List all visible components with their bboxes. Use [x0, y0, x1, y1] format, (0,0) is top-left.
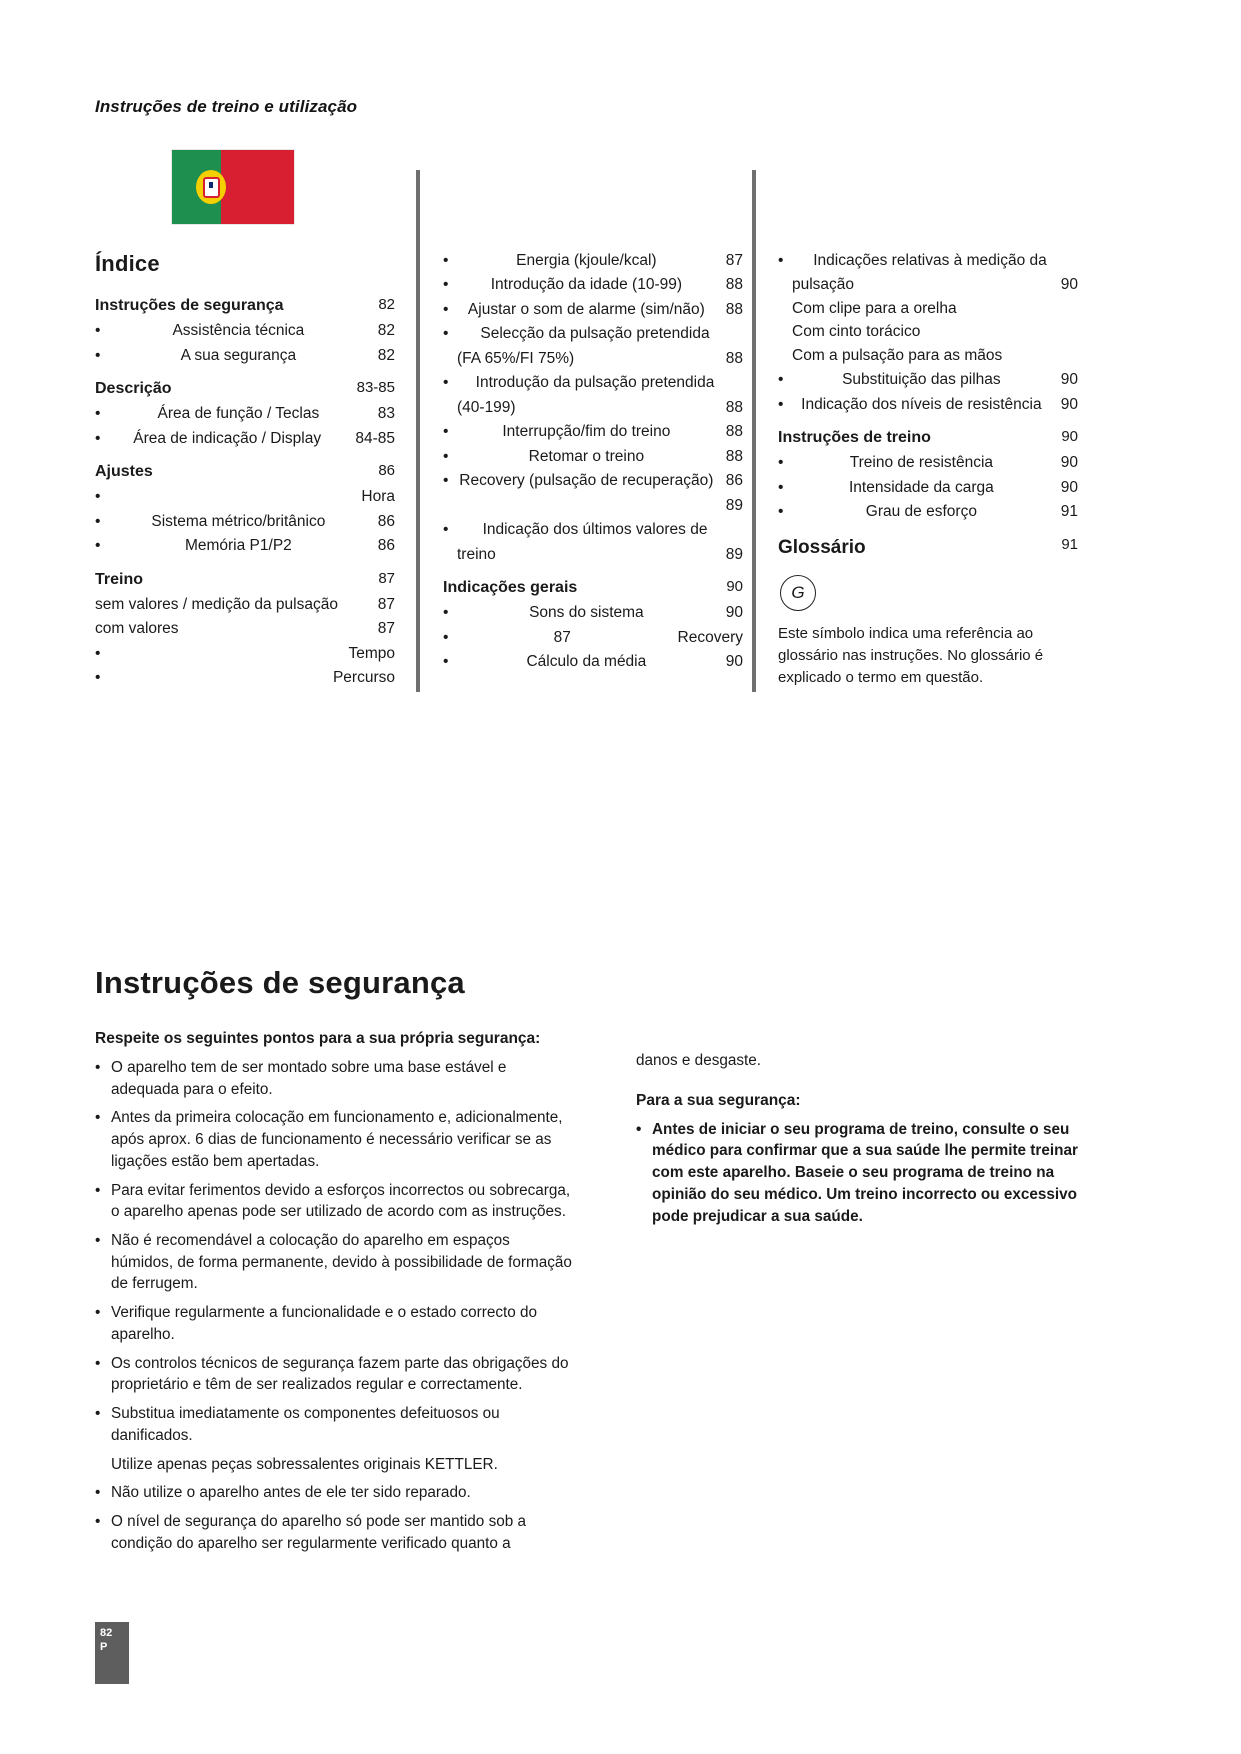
toc-section-label: Instruções de treino: [778, 429, 931, 447]
list-item: • O nível de segurança do aparelho só pode ser mantido sob a condição do aparelho ser regularmente verificado quanto a: [95, 1511, 575, 1554]
toc-entry: [95, 618, 395, 640]
safety-column-right: [636, 1050, 1106, 1234]
toc-entry: [95, 345, 395, 367]
toc-subentry: [457, 397, 743, 419]
toc-entry-label: • 87: [553, 628, 571, 646]
toc-entry-page: • Tempo: [348, 644, 395, 662]
page-title: Instruções de treino e utilização: [95, 97, 358, 116]
safety-column-left: [95, 1028, 575, 1561]
toc-subentry: [792, 321, 1078, 343]
toc-section-label: Instruções de segurança: [95, 296, 284, 314]
list-item: • Verifique regularmente a funcionalidade e o estado correcto do aparelho.: [95, 1302, 575, 1345]
list-item: • O aparelho tem de ser montado sobre uma base estável e adequada para o efeito.: [95, 1057, 575, 1100]
toc-entry: [443, 274, 743, 296]
column-divider-1: [416, 170, 420, 692]
list-item: • Antes de iniciar o seu programa de treino, consulte o seu médico para confirmar que a sua saúde lhe permite treinar com este aparelho. Baseie o seu programa de treino na opinião do seu médico. Um treino incorrecto ou excessivo pode prejudicar a sua saúde.: [636, 1119, 1106, 1228]
toc-entry-label: (FA 65%/FI 75%): [457, 349, 575, 367]
toc-entry: [95, 403, 395, 425]
toc-entry-label: • Cálculo da média: [526, 653, 647, 671]
toc-entry-label: (40-199): [457, 398, 516, 416]
toc-section-page: 90: [726, 578, 743, 596]
toc-entry: [95, 535, 395, 557]
safety-list-right: [636, 1119, 1106, 1228]
toc-entry-label: • Treino de resistência: [849, 454, 994, 472]
toc-entry-label: Com a pulsação para as mãos: [792, 346, 1003, 364]
toc-section-page: 86: [378, 462, 395, 480]
toc-entry-label: com valores: [95, 620, 179, 638]
list-item: • Os controlos técnicos de segurança fazem parte das obrigações do proprietário e têm de ser realizados regular e correctamente.: [95, 1353, 575, 1396]
glossary-symbol-icon: G: [780, 575, 816, 611]
toc-subentry: [792, 345, 1078, 367]
toc-section-page: 90: [1061, 428, 1078, 446]
toc-entry-page: 90: [1060, 276, 1078, 294]
toc-entry: [778, 501, 1078, 523]
safety-list-left: [95, 1057, 575, 1554]
toc-entry: [95, 594, 395, 616]
toc-section: [95, 568, 395, 591]
toc-entry: [95, 320, 395, 342]
toc-entry: [778, 394, 1078, 416]
toc-entry-label: • Selecção da pulsação pretendida: [480, 325, 710, 343]
toc-entry-label: • Intensidade da carga: [848, 478, 994, 496]
toc-entry-label: pulsação: [792, 276, 855, 294]
toc-entry-page: 88: [725, 276, 743, 294]
toc-entry-label: • A sua segurança: [180, 346, 297, 364]
list-item: • Antes da primeira colocação em funcionamento e, adicionalmente, após aprox. 6 dias de funcionamento é necessário verificar se as ligações estão bem apertadas.: [95, 1107, 575, 1172]
page-number: 82: [100, 1627, 113, 1639]
toc-entry-page: 91: [1060, 503, 1078, 521]
toc-entry-label: • Grau de esforço: [865, 503, 977, 521]
toc-entry-page: 84-85: [355, 429, 395, 447]
toc-entry-page: 82: [377, 322, 395, 340]
list-item: • Não utilize o aparelho antes de ele ter sido reparado.: [95, 1482, 575, 1504]
toc-entry: [443, 651, 743, 673]
toc-entry-page: 83: [377, 405, 395, 423]
toc-entry-page: 88: [725, 349, 743, 367]
toc-entry: [443, 421, 743, 443]
column-divider-2: [752, 170, 756, 692]
toc-entry-page: 90: [1060, 371, 1078, 389]
safety-continuation-text: danos e desgaste.: [636, 1052, 762, 1069]
toc-section-page: 87: [378, 569, 395, 587]
toc-entry-label: • Energia (kjoule/kcal): [516, 252, 657, 269]
toc-entry-page: 87: [725, 252, 743, 269]
toc-section-page: 82: [378, 295, 395, 313]
list-item: • Para evitar ferimentos devido a esforços incorrectos ou sobrecarga, o aparelho apenas pode ser utilizado de acordo com as instruções.: [95, 1180, 575, 1223]
list-item: • Não é recomendável a colocação do aparelho em espaços húmidos, de forma permanente, devido à possibilidade de formação de ferrugem.: [95, 1230, 575, 1295]
toc-subentry: [457, 495, 743, 517]
toc-section: [95, 460, 395, 483]
toc-entry-page: 89: [725, 496, 743, 514]
toc-entry-page: 86: [377, 537, 395, 555]
toc-entry-page: 89: [725, 545, 743, 563]
toc-entry: [95, 511, 395, 533]
toc-entry: [95, 667, 395, 689]
toc-column-3: [778, 170, 1078, 689]
toc-section: [778, 426, 1078, 449]
toc-title: Índice: [95, 251, 160, 276]
spacer: [443, 170, 743, 248]
toc-entry-label: treino: [457, 545, 496, 563]
toc-entry: [443, 250, 743, 272]
toc-entry: [443, 299, 743, 321]
table-of-contents: [95, 170, 1105, 690]
toc-entry-page: 82: [377, 346, 395, 364]
toc-entry-page: 88: [725, 423, 743, 441]
toc-section-label: Descrição: [95, 380, 172, 398]
toc-section: [95, 294, 395, 317]
toc-entry-label: • Ajustar o som de alarme (sim/não): [467, 300, 705, 318]
toc-entry-page: 90: [725, 604, 743, 622]
toc-entry-label: • Memória P1/P2: [184, 537, 292, 555]
toc-entry-page: Recovery: [677, 628, 743, 646]
toc-column-2: [443, 170, 743, 676]
toc-subentry: [457, 348, 743, 370]
toc-section-label: Treino: [95, 570, 144, 588]
toc-entry-label: • Área de indicação / Display: [133, 429, 322, 447]
toc-entry: [778, 452, 1078, 474]
toc-section: [95, 377, 395, 400]
toc-entry: [443, 627, 743, 649]
toc-entry-label: sem valores / medição da pulsação: [95, 595, 338, 613]
toc-entry-label: • Sistema métrico/britânico: [151, 512, 326, 530]
toc-subentry: [792, 298, 1078, 320]
spacer: [778, 170, 1078, 248]
toc-section-page: 91: [1061, 535, 1078, 553]
toc-subentry: [792, 274, 1078, 296]
toc-section-page: 83-85: [356, 379, 395, 397]
toc-entry-label: Com cinto torácico: [792, 323, 921, 341]
toc-entry-label: • Introdução da pulsação pretendida: [475, 374, 715, 392]
toc-entry: [778, 477, 1078, 499]
toc-entry: [95, 486, 395, 508]
toc-entry-page: 90: [1060, 454, 1078, 472]
toc-entry: [443, 446, 743, 468]
toc-section-label: Glossário: [778, 536, 866, 558]
toc-entry-page: 90: [725, 653, 743, 671]
toc-entry-label: • Interrupção/fim do treino: [502, 423, 671, 441]
toc-entry: [443, 372, 743, 394]
toc-entry-label: • Sons do sistema: [529, 604, 644, 622]
toc-section: [443, 576, 743, 599]
toc-section-label: Ajustes: [95, 463, 153, 481]
toc-entry: [443, 470, 743, 492]
page-number-tab: [95, 1622, 129, 1684]
toc-entry-label: • Indicações relativas à medição da: [813, 252, 1047, 269]
glossary-note: Este símbolo indica uma referência ao glossário nas instruções. No glossário é explicado o termo em questão.: [778, 625, 1044, 686]
safety-lead-text: Respeite os seguintes pontos para a sua própria segurança:: [95, 1030, 541, 1047]
toc-entry-label: • Área de função / Teclas: [157, 405, 320, 423]
toc-entry-label: • Assistência técnica: [172, 322, 305, 340]
safety-lead-right: Para a sua segurança:: [636, 1091, 801, 1109]
toc-entry-page: 88: [725, 300, 743, 318]
toc-entry-page: 90: [1060, 478, 1078, 496]
toc-section: [778, 534, 1078, 562]
toc-section-label: Indicações gerais: [443, 579, 578, 597]
toc-entry: [443, 519, 743, 541]
toc-entry: [95, 643, 395, 665]
toc-entry: [443, 602, 743, 624]
toc-entry-label: • Retomar o treino: [528, 447, 645, 465]
toc-entry: [778, 250, 1078, 272]
toc-entry-page: 90: [1060, 395, 1078, 413]
toc-entry: [778, 369, 1078, 391]
toc-entry: [443, 323, 743, 345]
language-code: P: [100, 1641, 108, 1654]
list-item: • Substitua imediatamente os componentes defeituosos ou danificados.: [95, 1403, 575, 1446]
toc-entry-label: • Introdução da idade (10-99): [490, 276, 683, 294]
toc-entry-label: • Recovery (pulsação de recuperação): [459, 472, 714, 490]
section-heading-safety: Instruções de segurança: [95, 965, 465, 1000]
toc-entry-page: 87: [377, 595, 395, 613]
toc-entry-label: • Substituição das pilhas: [842, 371, 1001, 389]
toc-entry-label: • Indicação dos últimos valores de: [482, 521, 708, 539]
toc-entry-label: • Indicação dos níveis de resistência: [801, 395, 1042, 413]
toc-column-1: [95, 170, 395, 692]
toc-entry-page: • Hora: [361, 488, 395, 506]
toc-subentry: [457, 544, 743, 566]
toc-entry-page: 88: [725, 447, 743, 465]
list-item-note: Utilize apenas peças sobressalentes originais KETTLER.: [111, 1455, 498, 1473]
toc-entry-label: Com clipe para a orelha: [792, 299, 957, 317]
toc-entry: [95, 428, 395, 450]
toc-entry-page: 86: [725, 472, 743, 490]
toc-entry-page: 88: [725, 398, 743, 416]
toc-entry-page: 86: [377, 512, 395, 530]
toc-entry-page: 87: [377, 620, 395, 638]
toc-entry-page: • Percurso: [332, 669, 395, 687]
